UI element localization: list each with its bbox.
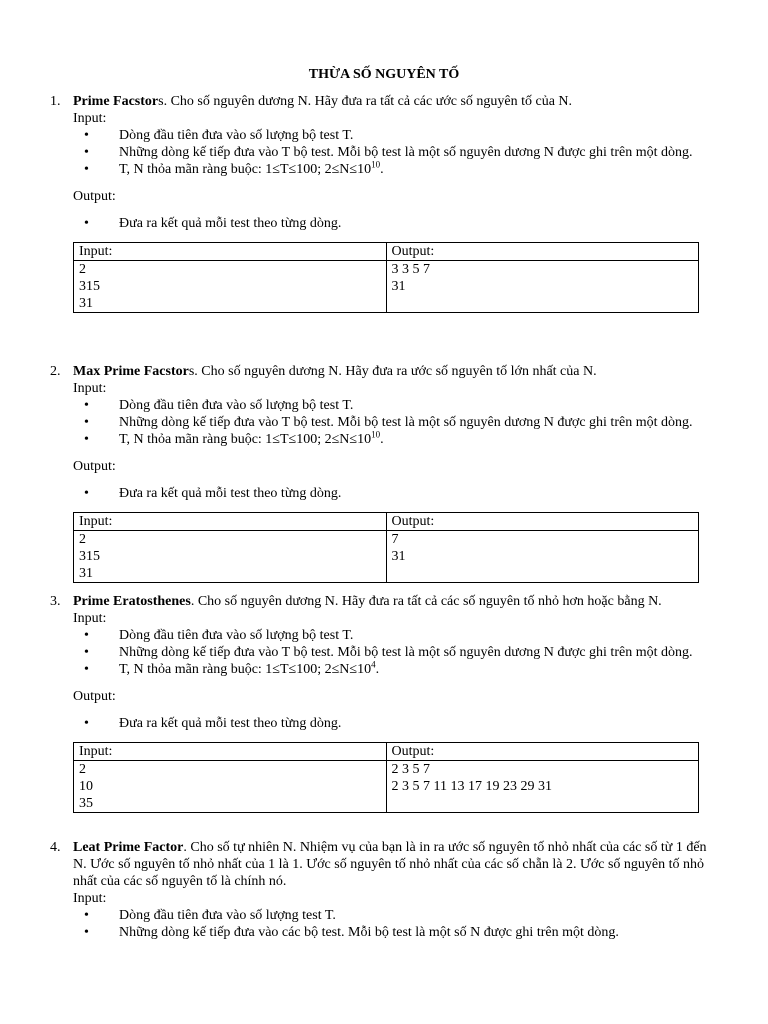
list-item: • T, N thỏa mãn ràng buộc: 1≤T≤100; $2\le N\le 10^{10}$. bbox=[84, 429, 384, 447]
bullet-icon: • bbox=[84, 216, 89, 231]
input-header: Input: bbox=[74, 743, 387, 761]
input-list bbox=[50, 907, 710, 941]
bullet-icon: • bbox=[84, 628, 89, 643]
input-label: Input: bbox=[73, 611, 107, 626]
example-table bbox=[73, 242, 699, 313]
bullet-icon: • bbox=[84, 645, 89, 660]
output-header: Output: bbox=[386, 243, 699, 261]
list-item: • Dòng đầu tiên đưa vào số lượng bộ test T. bbox=[84, 398, 354, 413]
output-header: Output: bbox=[386, 743, 699, 761]
problem-number: 1. bbox=[50, 94, 61, 109]
bullet-icon: • bbox=[84, 925, 89, 940]
output-cell: 2 3 5 7 2 3 5 7 11 13 17 19 23 29 31 bbox=[386, 761, 699, 813]
output-list bbox=[50, 485, 710, 502]
problem-name: Leat Prime Factor bbox=[73, 840, 184, 855]
output-cell: 3 3 5 7 31 bbox=[386, 261, 699, 313]
input-header: Input: bbox=[74, 513, 387, 531]
bullet-icon: • bbox=[84, 716, 89, 731]
list-item: • Những dòng kế tiếp đưa vào T bộ test. Mỗi bộ test là một số nguyên dương N được ghi trên một dòng. bbox=[84, 645, 693, 660]
problem-name: Max Prime Facstor bbox=[73, 364, 189, 379]
output-label: Output: bbox=[73, 189, 116, 204]
problem-name: Prime Eratosthenes bbox=[73, 594, 191, 609]
problem-heading bbox=[50, 593, 710, 610]
input-list bbox=[50, 127, 710, 178]
problem-heading bbox=[50, 839, 710, 890]
table-header-row bbox=[74, 743, 699, 761]
bullet-icon: • bbox=[84, 908, 89, 923]
problem-heading bbox=[50, 93, 710, 110]
bullet-icon: • bbox=[84, 432, 89, 447]
problem-2 bbox=[50, 363, 710, 583]
problem-3 bbox=[50, 593, 710, 813]
problem-number: 3. bbox=[50, 594, 61, 609]
input-label: Input: bbox=[73, 891, 107, 906]
document-title: THỪA SỐ NGUYÊN TỐ bbox=[308, 67, 460, 82]
example-table bbox=[73, 512, 699, 583]
problem-number: 4. bbox=[50, 840, 61, 855]
table-row bbox=[74, 761, 699, 813]
bullet-icon: • bbox=[84, 415, 89, 430]
list-item: • Những dòng kế tiếp đưa vào T bộ test. Mỗi bộ test là một số nguyên dương N được ghi trên một dòng. bbox=[84, 145, 693, 160]
input-list bbox=[50, 397, 710, 448]
list-item: • T, N thỏa mãn ràng buộc: 1≤T≤100; $2\le N\le 10^{10}$. bbox=[84, 159, 384, 177]
problem-name: Prime Facstor bbox=[73, 94, 159, 109]
output-list bbox=[50, 715, 710, 732]
problem-4 bbox=[50, 839, 710, 941]
bullet-icon: • bbox=[84, 398, 89, 413]
bullet-icon: • bbox=[84, 128, 89, 143]
input-cell: 2 315 31 bbox=[74, 531, 387, 583]
list-item: • Đưa ra kết quả mỗi test theo từng dòng. bbox=[84, 716, 342, 731]
problem-description: . Cho số nguyên dương N. Hãy đưa ra tất cả các số nguyên tố nhỏ hơn hoặc bằng N. bbox=[190, 594, 662, 609]
problem-description: s. Cho số nguyên dương N. Hãy đưa ra tất cả các ước số nguyên tố của N. bbox=[158, 94, 573, 109]
output-list bbox=[50, 215, 710, 232]
input-label: Input: bbox=[73, 111, 107, 126]
bullet-icon: • bbox=[84, 162, 89, 177]
output-cell: 7 31 bbox=[386, 531, 699, 583]
output-header: Output: bbox=[386, 513, 699, 531]
problem-1 bbox=[50, 93, 710, 313]
bullet-icon: • bbox=[84, 145, 89, 160]
table-header-row bbox=[74, 513, 699, 531]
output-label: Output: bbox=[73, 689, 116, 704]
bullet-icon: • bbox=[84, 486, 89, 501]
example-table bbox=[73, 742, 699, 813]
table-row bbox=[74, 261, 699, 313]
bullet-icon: • bbox=[84, 662, 89, 677]
output-label: Output: bbox=[73, 459, 116, 474]
list-item: • Đưa ra kết quả mỗi test theo từng dòng. bbox=[84, 216, 342, 231]
list-item: • Dòng đầu tiên đưa vào số lượng test T. bbox=[84, 908, 336, 923]
list-item: • Đưa ra kết quả mỗi test theo từng dòng. bbox=[84, 486, 342, 501]
problem-number: 2. bbox=[50, 364, 61, 379]
problem-description: s. Cho số nguyên dương N. Hãy đưa ra ước số nguyên tố lớn nhất của N. bbox=[188, 364, 597, 379]
table-header-row bbox=[74, 243, 699, 261]
input-label: Input: bbox=[73, 381, 107, 396]
input-cell: 2 315 31 bbox=[74, 261, 387, 313]
table-row bbox=[74, 531, 699, 583]
problem-heading bbox=[50, 363, 710, 380]
list-item: • Những dòng kế tiếp đưa vào T bộ test. Mỗi bộ test là một số nguyên dương N được ghi trên một dòng. bbox=[84, 415, 693, 430]
input-header: Input: bbox=[74, 243, 387, 261]
list-item: • Dòng đầu tiên đưa vào số lượng bộ test T. bbox=[84, 628, 354, 643]
input-cell: 2 10 35 bbox=[74, 761, 387, 813]
problem-description: . Cho số tự nhiên N. Nhiệm vụ của bạn là in ra ước số nguyên tố nhỏ nhất của các số từ 1 đến N. Ước số nguyên tố nhỏ nhất của 1 là 1. Ước số nguyên tố nhỏ nhất của các số chẵn là 2. Ước số nguyên tố nhỏ nhất của các số nguyên tố là chính nó. bbox=[73, 840, 707, 889]
input-list bbox=[50, 627, 710, 678]
list-item: • T, N thỏa mãn ràng buộc: 1≤T≤100; $2\le N\le 10^4$. bbox=[84, 659, 380, 677]
list-item: • Những dòng kế tiếp đưa vào các bộ test. Mỗi bộ test là một số N được ghi trên một dòng. bbox=[84, 925, 619, 940]
list-item: • Dòng đầu tiên đưa vào số lượng bộ test T. bbox=[84, 128, 354, 143]
